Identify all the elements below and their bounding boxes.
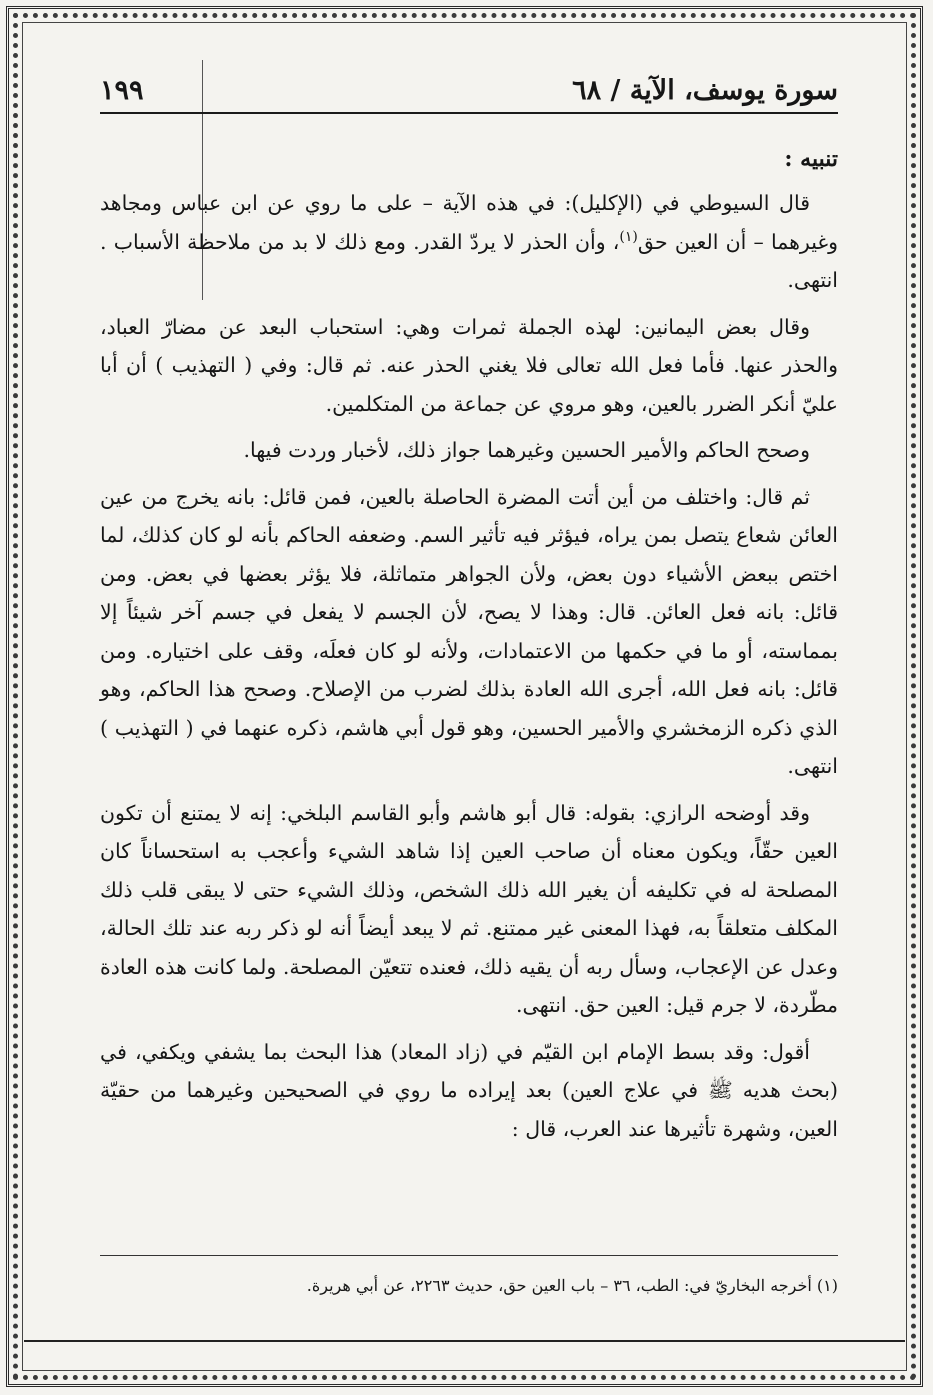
paragraph-3: وصحح الحاكم والأمير الحسين وغيرهما جواز ذلك، لأخبار وردت فيها. — [243, 438, 810, 462]
footnote-marker: (١) — [619, 228, 638, 245]
paragraph-1 — [100, 184, 838, 300]
section-heading: تنبيه : — [784, 146, 838, 172]
paragraph-2: وقال بعض اليمانين: لهذه الجملة ثمرات وهي: استحباب البعد عن مضارّ العباد، والحذر عنها. فأما فعل الله تعالى فلا يغني الحذر عنه. ثم قال: وفي ( التهذيب ) أن أبا عليّ أنكر الضرر بالعين، وهو مروي عن جماعة من المتكلمين. — [100, 314, 838, 416]
paragraph-1-rest: ، وأن الحذر لا يردّ القدر. ومع ذلك لا بد من ملاحظة الأسباب . انتهى. — [100, 229, 838, 292]
paragraph-6: أقول: وقد بسط الإمام ابن القيّم في (زاد المعاد) هذا البحث بما يشفي ويكفي، في (بحث هديه ﷺ في علاج العين) بعد إيراده ما روي في الصحيحين وغيرهما من حقيّة العين، وشهرة تأثيرها عند العرب، قال : — [100, 1039, 838, 1141]
page-content — [100, 140, 838, 1148]
page-number: ١٩٩ — [100, 75, 144, 106]
paragraph-4: ثم قال: واختلف من أين أتت المضرة الحاصلة بالعين، فمن قائل: بانه يخرج من عين العائن شعاع يتصل بمن يراه، فيؤثر فيه تأثير السم. وضعفه الحاكم بأنه لو كان كذلك، لما اختص ببعض الأشياء دون بعض، ولأن الجواهر متماثلة، فلا يؤثر بعضها في بعض. ومن قائل: بانه فعل العائن. قال: وهذا لا يصح، لأن الجسم لا يفعل في جسم آخر شيئاً إلا بمماسته، أو ما في حكمها من الاعتمادات، ولأنه لو كان فعلَه، وقف على اختياره. ومن قائل: بانه فعل الله، أجرى الله العادة بذلك لضرب من الإصلاح. وصحح هذا الحاكم، وهو الذي ذكره الزمخشري والأمير الحسين، وهو قول أبي هاشم، ذكره عنهما في ( التهذيب ) انتهى. — [100, 484, 838, 778]
bottom-rule — [24, 1340, 905, 1342]
running-header — [100, 60, 838, 114]
book-page — [100, 60, 838, 1156]
header-title: سورة يوسف، الآية / ٦٨ — [572, 75, 838, 106]
footnote: (١) أخرجه البخاريّ في: الطب، ٣٦ – باب العين حق، حديث ٢٢٦٣، عن أبي هريرة. — [306, 1276, 838, 1295]
paragraph-5: وقد أوضحه الرازي: بقوله: قال أبو هاشم وأبو القاسم البلخي: إنه لا يمتنع أن تكون العين حقّاً، ويكون معناه أن صاحب العين إذا شاهد الشيء وأعجب به استحساناً كان المصلحة له في تكليفه أن يغير الله ذلك الشخص، وذلك الشيء حتى لا يبقى قلب ذلك المكلف متعلقاً به، فهذا المعنى غير ممتنع. ثم لا يبعد أيضاً أنه لو ذكر ربه عند تلك الحالة، وعدل عن الإعجاب، وسأل ربه أن يقيه ذلك، فعنده تتعيّن المصلحة. ولما كانت هذه العادة مطّردة، لا جرم قيل: العين حق. انتهى. — [100, 800, 839, 1017]
footnote-separator — [100, 1255, 838, 1256]
paragraph-1-text: قال السيوطي في (الإكليل): في هذه الآية – على ما روي عن ابن عباس ومجاهد وغيرهما – أن العين حق — [100, 191, 838, 254]
